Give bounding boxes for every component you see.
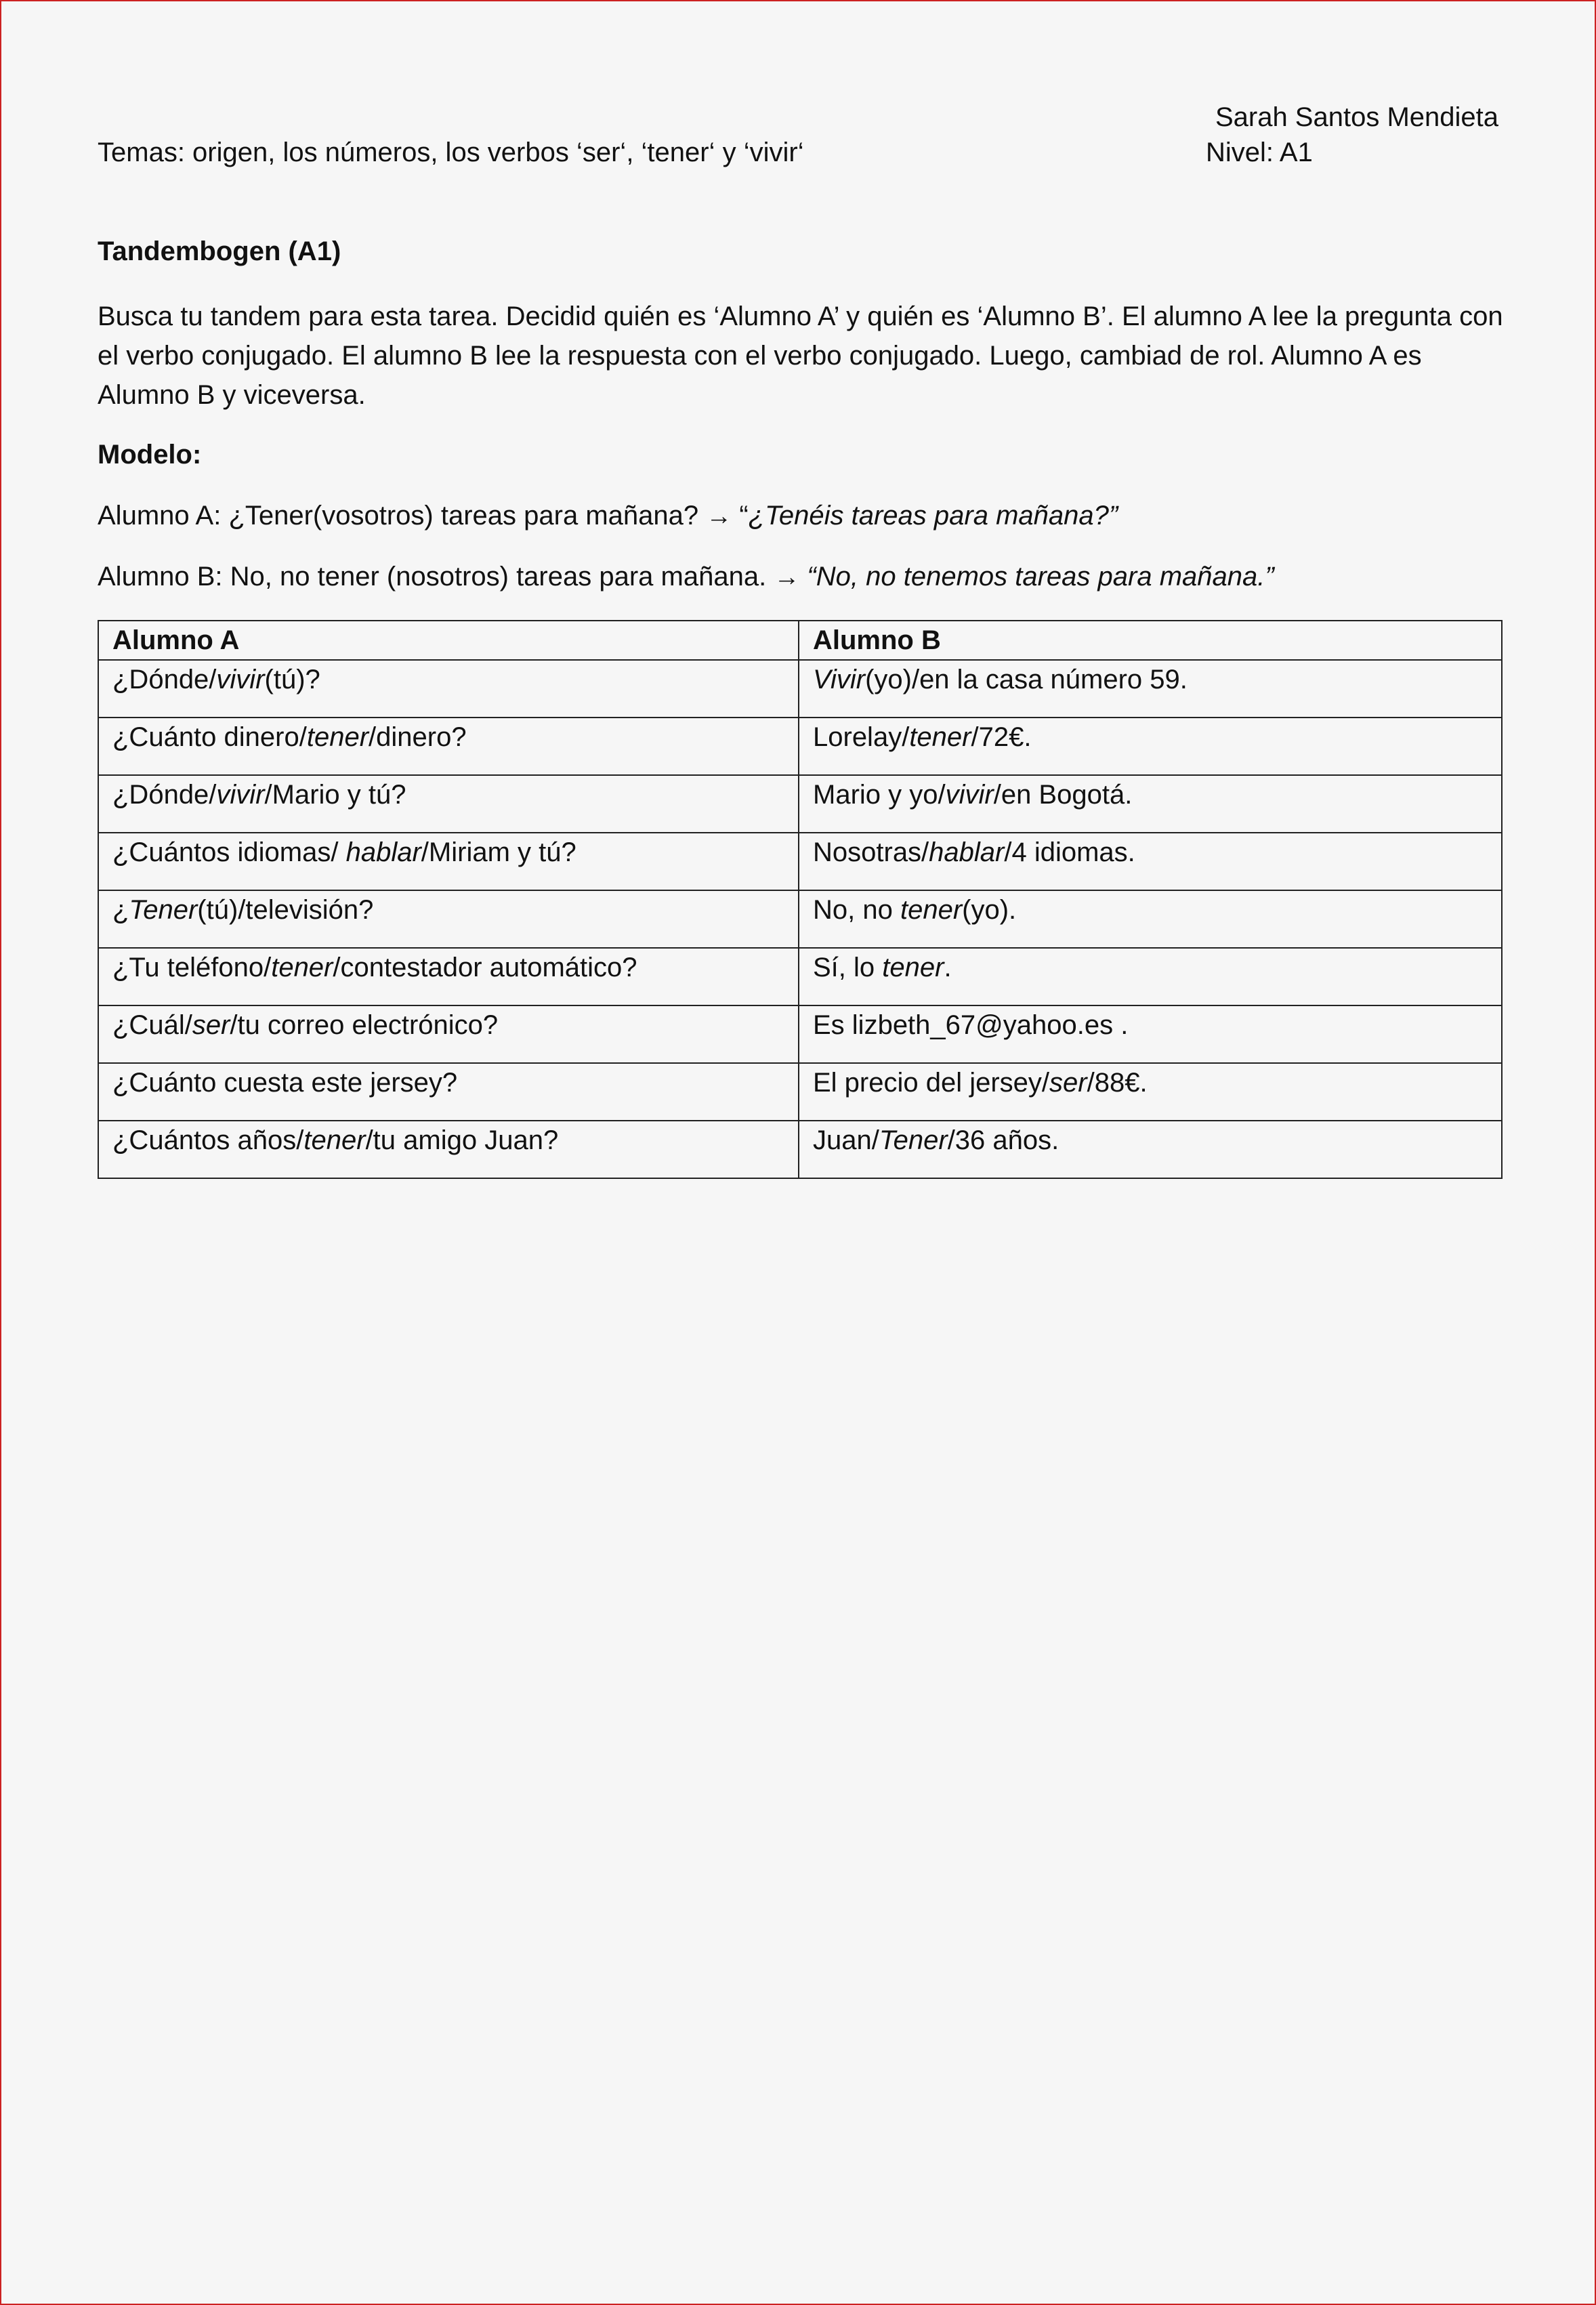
column-header-alumno-b: Alumno B [799, 621, 1502, 660]
cell-text: ¿Cuánto dinero/ [112, 722, 307, 752]
cell-text: /72€. [971, 722, 1032, 752]
cell-text: /4 idiomas. [1004, 837, 1135, 867]
cell-question [98, 948, 799, 1005]
verb-infinitive: vivir [216, 780, 265, 810]
cell-text: Mario y yo/ [813, 780, 946, 810]
instructions-paragraph: Busca tu tandem para esta tarea. Decidid quién es ‘Alumno A’ y quién es ‘Alumno B’. El alumno A lee la pregunta con el verbo conjugado. El alumno B lee la respuesta con el verbo conjugado. Luego, cambiad de rol. Alumno A es Alumno B y viceversa. [98, 302, 1503, 410]
verb-infinitive: vivir [216, 665, 265, 694]
tandem-table [98, 620, 1503, 1179]
cell-answer [799, 833, 1502, 890]
cell-text: . [944, 953, 952, 982]
cell-answer [799, 660, 1502, 718]
verb-infinitive: tener [909, 722, 971, 752]
cell-text: /tu amigo Juan? [365, 1125, 559, 1155]
cell-text: (yo). [962, 895, 1017, 925]
cell-text: ¿Tu teléfono/ [112, 953, 272, 982]
author-name: Sarah Santos Mendieta [1215, 102, 1498, 132]
cell-text: (yo)/en la casa número 59. [865, 665, 1188, 694]
verb-infinitive: hablar [345, 837, 421, 867]
cell-text: Lorelay/ [813, 722, 910, 752]
cell-text: Sí, lo [813, 953, 883, 982]
cell-answer [799, 1121, 1502, 1178]
verb-infinitive: tener [271, 953, 333, 982]
verb-infinitive: Tener [879, 1125, 948, 1155]
table-row [98, 1005, 1502, 1063]
cell-text: ¿Cuántos años/ [112, 1125, 304, 1155]
table-row [98, 1063, 1502, 1121]
verb-infinitive: ser [1049, 1068, 1087, 1098]
cell-text: /en Bogotá. [993, 780, 1133, 810]
cell-question [98, 775, 799, 833]
cell-answer [799, 1063, 1502, 1121]
cell-text: /88€. [1087, 1068, 1148, 1098]
example-a-prompt: Alumno A: ¿Tener(vosotros) tareas para mañana? [98, 501, 707, 531]
model-label: Modelo: [98, 440, 202, 470]
arrow-right-icon: → [706, 502, 732, 531]
table-row [98, 948, 1502, 1005]
table-row [98, 1121, 1502, 1178]
table-header-row [98, 621, 1502, 660]
verb-infinitive: tener [303, 1125, 366, 1155]
cell-answer [799, 775, 1502, 833]
cell-text: ¿Cuánto cuesta este jersey? [112, 1068, 458, 1098]
cell-answer [799, 890, 1502, 948]
cell-text: /Miriam y tú? [421, 837, 576, 867]
cell-text: ¿Dónde/ [112, 780, 217, 810]
column-header-alumno-a: Alumno A [98, 621, 799, 660]
table-row [98, 660, 1502, 718]
cell-text: /Mario y tú? [264, 780, 406, 810]
worksheet-title: Tandembogen (A1) [98, 236, 341, 266]
example-a-open-quote: “ [732, 501, 749, 531]
cell-question [98, 1063, 799, 1121]
cell-text: ¿ [112, 895, 129, 925]
cell-text: /36 años. [947, 1125, 1059, 1155]
verb-infinitive: hablar [929, 837, 1005, 867]
table-body [98, 660, 1502, 1178]
cell-text: (tú)? [264, 665, 320, 694]
cell-answer [799, 1005, 1502, 1063]
cell-question [98, 1005, 799, 1063]
table-row [98, 775, 1502, 833]
cell-text: ¿Cuántos idiomas/ [112, 837, 346, 867]
cell-question [98, 890, 799, 948]
verb-infinitive: ser [192, 1010, 230, 1040]
example-student-b [98, 560, 1274, 594]
arrow-right-icon: → [774, 563, 800, 591]
cell-answer [799, 948, 1502, 1005]
level-label: Nivel: A1 [1206, 138, 1313, 167]
verb-infinitive: tener [306, 722, 369, 752]
verb-infinitive: tener [882, 953, 944, 982]
verb-infinitive: Vivir [813, 665, 866, 694]
example-a-answer: ¿Tenéis tareas para mañana?” [748, 501, 1118, 531]
example-b-prompt: Alumno B: No, no tener (nosotros) tareas para mañana. [98, 562, 774, 591]
cell-text: El precio del jersey/ [813, 1068, 1050, 1098]
table-row [98, 833, 1502, 890]
cell-text: Juan/ [813, 1125, 879, 1155]
table-row [98, 718, 1502, 775]
cell-answer [799, 718, 1502, 775]
table-row [98, 890, 1502, 948]
verb-infinitive: vivir [945, 780, 994, 810]
cell-text: ¿Cuál/ [112, 1010, 192, 1040]
cell-text: ¿Dónde/ [112, 665, 217, 694]
verb-infinitive: tener [900, 895, 963, 925]
cell-question [98, 833, 799, 890]
example-b-answer: “No, no tenemos tareas para mañana.” [799, 562, 1274, 591]
cell-text: /tu correo electrónico? [230, 1010, 499, 1040]
verb-infinitive: Tener [129, 895, 198, 925]
example-student-a [98, 499, 1118, 533]
cell-text: Es lizbeth_67@yahoo.es . [813, 1010, 1129, 1040]
cell-text: /dinero? [369, 722, 467, 752]
cell-text: /contestador automático? [333, 953, 637, 982]
cell-question [98, 1121, 799, 1178]
cell-text: (tú)/televisión? [197, 895, 374, 925]
cell-text: Nosotras/ [813, 837, 929, 867]
cell-question [98, 718, 799, 775]
cell-question [98, 660, 799, 718]
cell-text: No, no [813, 895, 900, 925]
topics-line: Temas: origen, los números, los verbos ‘ser‘, ‘tener‘ y ‘vivir‘ [98, 138, 804, 167]
